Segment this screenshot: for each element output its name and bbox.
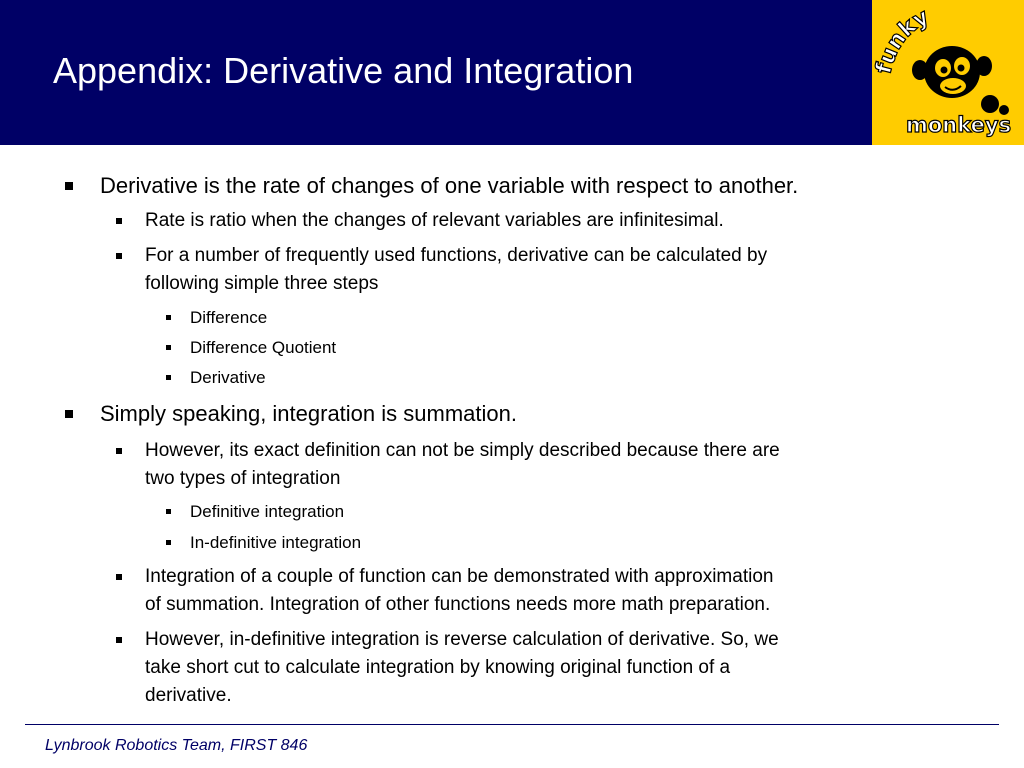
list-item: However, its exact definition can not be simply described because there are two types of integration (145, 437, 780, 493)
square-bullet-icon (166, 345, 171, 350)
list-item: Difference Quotient (190, 336, 336, 360)
square-bullet-icon (116, 448, 122, 454)
square-bullet-icon (65, 410, 73, 418)
square-bullet-icon (116, 574, 122, 580)
funky-monkeys-logo (872, 0, 1024, 145)
list-item: Definitive integration (190, 500, 344, 524)
square-bullet-icon (116, 218, 122, 224)
square-bullet-icon (65, 182, 73, 190)
list-item: For a number of frequently used functions, derivative can be calculated by following simple three steps (145, 242, 767, 298)
slide-title: Appendix: Derivative and Integration (53, 50, 634, 91)
list-item: However, in-definitive integration is reverse calculation of derivative. So, we take short cut to calculate integration by knowing original function of a derivative. (145, 626, 779, 710)
footer-text: Lynbrook Robotics Team, FIRST 846 (45, 737, 308, 754)
list-item: Derivative (190, 366, 266, 390)
logo-text-top: funky (872, 4, 934, 77)
list-item: Rate is ratio when the changes of relevant variables are infinitesimal. (145, 207, 724, 235)
square-bullet-icon (166, 375, 171, 380)
footer-divider (25, 724, 999, 725)
list-item: Derivative is the rate of changes of one variable with respect to another. (100, 172, 798, 200)
square-bullet-icon (116, 637, 122, 643)
logo-text-bottom: monkeys (906, 113, 1012, 137)
monkey-logo-icon (872, 0, 1024, 145)
list-item: Integration of a couple of function can be demonstrated with approximation of summation. Integration of other functions needs more math preparation. (145, 563, 773, 619)
title-bar (0, 0, 872, 145)
list-item: Difference (190, 306, 267, 330)
list-item: In-definitive integration (190, 531, 361, 555)
list-item: Simply speaking, integration is summation. (100, 400, 517, 428)
square-bullet-icon (116, 253, 122, 259)
square-bullet-icon (166, 315, 171, 320)
square-bullet-icon (166, 540, 171, 545)
square-bullet-icon (166, 509, 171, 514)
